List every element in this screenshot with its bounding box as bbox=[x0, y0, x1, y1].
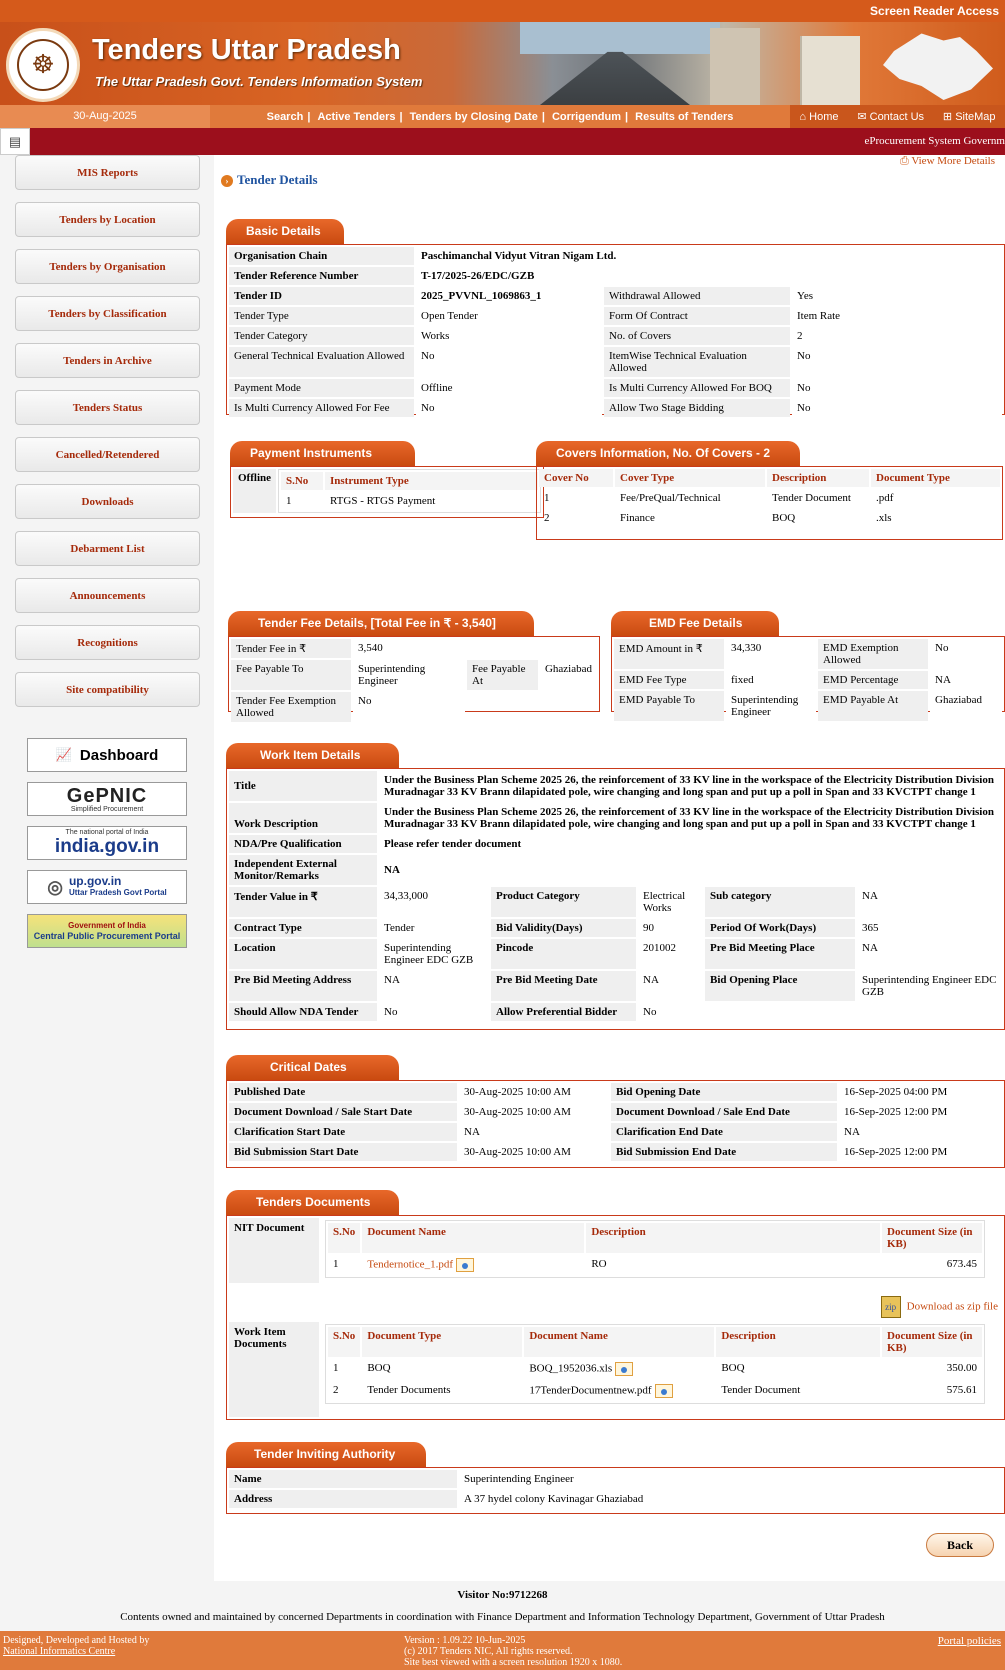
zip-archive-icon: zip bbox=[881, 1296, 901, 1318]
india-gov-link[interactable]: The national portal of India india.gov.in bbox=[27, 826, 187, 860]
sidebar-item-tenders-status[interactable]: Tenders Status bbox=[15, 390, 200, 425]
top-bar bbox=[0, 0, 1005, 22]
visitor-counter: Visitor No:9712268 bbox=[457, 1589, 548, 1601]
nav-sitemap[interactable]: ⊞ SiteMap bbox=[942, 111, 996, 123]
table-row: 2 Finance BOQ .xls bbox=[544, 512, 892, 524]
tenders-documents-panel bbox=[226, 1215, 1005, 1420]
dashboard-link[interactable]: 📈 Dashboard bbox=[27, 738, 187, 772]
portal-policies-link[interactable]: Portal policies bbox=[937, 1635, 1001, 1647]
nav-active-tenders[interactable]: Active Tenders bbox=[317, 110, 396, 123]
download-zip-link[interactable]: zip Download as zip file bbox=[881, 1296, 998, 1318]
sidebar-item-downloads[interactable]: Downloads bbox=[15, 484, 200, 519]
payment-instruments-panel: Offline S.No Instrument Type 1 RTGS - RTGS Payment bbox=[230, 466, 544, 518]
marquee-text[interactable]: eProcurement System Governm bbox=[864, 135, 1005, 147]
emd-fee-tab: EMD Fee Details bbox=[611, 611, 779, 636]
certificate-icon[interactable] bbox=[615, 1362, 633, 1376]
covers-panel: Cover No Cover Type Description Document Type 1 Fee/PreQual/Technical Tender Document .pdf 2 Finance BOQ .xls bbox=[536, 466, 1003, 540]
sidebar-item-cancelled-retendered[interactable]: Cancelled/Retendered bbox=[15, 437, 200, 472]
payment-instruments-tab: Payment Instruments bbox=[230, 441, 415, 466]
home-icon: ⌂ bbox=[799, 110, 807, 123]
cppp-link[interactable]: Government of India Central Public Procurement Portal bbox=[27, 914, 187, 948]
mail-icon: ✉ bbox=[857, 111, 867, 123]
bullet-icon: › bbox=[221, 175, 233, 187]
nav-corrigendum[interactable]: Corrigendum bbox=[551, 110, 622, 123]
basic-details-tab: Basic Details bbox=[226, 219, 344, 244]
certificate-icon[interactable] bbox=[655, 1384, 673, 1398]
emd-fee-panel: EMD Amount in ₹ 34,330 EMD Exemption Allowed No EMD Fee Type fixed EMD Percentage NA EMD Payable To Superintending Engineer EMD Payable At Ghaziabad bbox=[611, 636, 1005, 712]
table-row: 1 Fee/PreQual/Technical Tender Document .pdf bbox=[544, 492, 894, 504]
sidebar-item-site-compatibility[interactable]: Site compatibility bbox=[15, 672, 200, 707]
site-subtitle: The Uttar Pradesh Govt. Tenders Information System bbox=[95, 74, 423, 89]
sidebar-item-tenders-in-archive[interactable]: Tenders in Archive bbox=[15, 343, 200, 378]
tender-fee-tab: Tender Fee Details, [Total Fee in ₹ - 3,540] bbox=[228, 611, 534, 636]
table-row: 1 Tendernotice_1.pdf RO 673.45 bbox=[333, 1258, 977, 1271]
sidebar-item-tenders-by-classification[interactable]: Tenders by Classification bbox=[15, 296, 200, 331]
footer-bar: Designed, Developed and Hosted by National Informatics Centre Version : 1.09.22 10-Jun-2025 (c) 2017 Tenders NIC, All rights reserved. Site best viewed with a screen resolution 1920 x 1080. Portal policies bbox=[0, 1631, 1005, 1670]
tender-inviting-authority-panel: Name Superintending Engineer Address A 37 hydel colony Kavinagar Ghaziabad bbox=[226, 1467, 1005, 1514]
footer-info bbox=[0, 1581, 1005, 1631]
document-icon[interactable]: ▤ bbox=[0, 128, 30, 155]
sidebar-item-recognitions[interactable]: Recognitions bbox=[15, 625, 200, 660]
footer-contents-note: Contents owned and maintained by concerned Departments in coordination with Finance Department and Information Technology Department, Government of Uttar Pradesh bbox=[120, 1611, 885, 1623]
main-nav: 30-Aug-2025 Search | Active Tenders | Tenders by Closing Date | Corrigendum | Results of Tenders ⌂ Home ✉ Contact Us ⊞ SiteMap bbox=[0, 105, 1005, 128]
screen-reader-link[interactable]: Screen Reader Access bbox=[870, 4, 999, 18]
site-title: Tenders Uttar Pradesh bbox=[92, 34, 401, 66]
page-title: › Tender Details bbox=[221, 172, 318, 188]
dashboard-chart-icon: 📈 bbox=[55, 747, 72, 762]
sitemap-icon: ⊞ bbox=[942, 111, 953, 123]
nic-link[interactable]: National Informatics Centre bbox=[3, 1646, 116, 1657]
up-gov-link[interactable]: ◎ up.gov.in Uttar Pradesh Govt Portal bbox=[27, 870, 187, 904]
tender-inviting-authority-tab: Tender Inviting Authority bbox=[226, 1442, 426, 1467]
covers-information-tab: Covers Information, No. Of Covers - 2 bbox=[536, 441, 800, 466]
sidebar-item-tenders-by-location[interactable]: Tenders by Location bbox=[15, 202, 200, 237]
work-item-details-panel: Title Under the Business Plan Scheme 2025 26, the reinforcement of 33 KV line in the workspace of the Electricity Distribution Division Muradnagar 33 KV Brann dilapidated pole, wire changing and long span and put up a poll in Span and 33 KVCTPT change 1 Work Description Under the Business Plan Scheme 2025 26, the reinforcement of 33 KV line in the workspace of the Electricity Distribution Division Muradnagar 33 KV Brann dilapidated pole, wire changing and long span and put up a poll in Span and 33 KVCTPT change 1 NDA/Pre Qualification Please refer tender document Independent External Monitor/Remarks NA Tender Value in ₹ 34,33,000 Product Category Electrical Works Sub category NA Contract Type Tender Bid Validity(Days) 90 Period Of Work(Days) 365 Location Superintending Engineer EDC GZB Pincode 201002 Pre Bid Meeting Place NA Pre Bid Meeting Address NA Pre Bid Meeting Date NA Bid Opening Place Superintending Engineer EDC GZB Should Allow NDA Tender No Allow Preferential Bidder No bbox=[226, 768, 1005, 1030]
up-map-graphic bbox=[883, 30, 993, 100]
sidebar-item-announcements[interactable]: Announcements bbox=[15, 578, 200, 613]
nav-contact[interactable]: ✉ Contact Us bbox=[857, 111, 925, 123]
sidebar bbox=[0, 155, 214, 1581]
site-banner bbox=[0, 22, 1005, 105]
critical-dates-panel: Published Date 30-Aug-2025 10:00 AM Bid Opening Date 16-Sep-2025 04:00 PM Document Download / Sale Start Date 30-Aug-2025 10:00 AM Document Download / Sale End Date 16-Sep-2025 12:00 PM Clarification Start Date NA Clarification End Date NA Bid Submission Start Date 30-Aug-2025 10:00 AM Bid Submission End Date 16-Sep-2025 12:00 PM bbox=[226, 1080, 1005, 1168]
gepnic-link[interactable]: GePNIC Simplified Procurement bbox=[27, 782, 187, 816]
basic-details-panel: Organisation Chain Paschimanchal Vidyut Vitran Nigam Ltd. Tender Reference Number T-17/2025-26/EDC/GZB Tender ID 2025_PVVNL_1069863_1 Withdrawal Allowed Yes Tender Type Open Tender Form Of Contract Item Rate Tender Category Works No. of Covers 2 General Technical Evaluation Allowed No ItemWise Technical Evaluation Allowed No Payment Mode Offline Is Multi Currency Allowed For BOQ No Is Multi Currency Allowed For Fee No Allow Two Stage Bidding No bbox=[226, 244, 1005, 415]
current-date: 30-Aug-2025 bbox=[0, 105, 210, 128]
up-emblem-icon: ◎ bbox=[47, 876, 63, 897]
nit-document-link[interactable]: Tendernotice_1.pdf bbox=[367, 1258, 453, 1271]
back-button[interactable]: Back bbox=[926, 1533, 994, 1557]
critical-dates-tab: Critical Dates bbox=[226, 1055, 399, 1080]
work-item-documents-table: S.No Document Type Document Name Description Document Size (in KB) 1 BOQ BOQ_1952036.xls BOQ 350.00 2 Tender Documents 17TenderDocumentnew.pdf Tender Document 575.61 bbox=[325, 1324, 985, 1404]
tender-fee-panel: Tender Fee in ₹ 3,540 Fee Payable To Superintending Engineer Fee Payable At Ghaziabad Tender Fee Exemption Allowed No bbox=[228, 636, 600, 712]
announcement-marquee bbox=[0, 128, 1005, 155]
up-govt-emblem-icon: ☸ bbox=[6, 28, 80, 102]
nit-documents-table: S.No Document Name Description Document Size (in KB) 1 Tendernotice_1.pdf RO 673.45 bbox=[325, 1220, 985, 1278]
tenders-documents-tab: Tenders Documents bbox=[226, 1190, 399, 1215]
sidebar-item-tenders-by-organisation[interactable]: Tenders by Organisation bbox=[15, 249, 200, 284]
work-item-documents-label: Work Item Documents bbox=[229, 1322, 319, 1417]
nav-search[interactable]: Search bbox=[266, 110, 304, 123]
nav-results-of-tenders[interactable]: Results of Tenders bbox=[635, 110, 734, 123]
tender-document-link[interactable]: 17TenderDocumentnew.pdf bbox=[529, 1384, 652, 1397]
certificate-icon[interactable] bbox=[456, 1258, 474, 1272]
nav-home[interactable]: ⌂ Home bbox=[799, 110, 839, 123]
table-row: 2 Tender Documents 17TenderDocumentnew.pdf Tender Document 575.61 bbox=[333, 1384, 977, 1397]
work-item-details-tab: Work Item Details bbox=[226, 743, 399, 768]
view-more-details-link[interactable]: ⎙ View More Details bbox=[899, 155, 995, 167]
sidebar-item-mis-reports[interactable]: MIS Reports bbox=[15, 155, 200, 190]
sidebar-item-debarment-list[interactable]: Debarment List bbox=[15, 531, 200, 566]
nit-document-label: NIT Document bbox=[229, 1218, 319, 1283]
nav-tenders-by-closing-date[interactable]: Tenders by Closing Date bbox=[409, 110, 538, 123]
boq-document-link[interactable]: BOQ_1952036.xls bbox=[529, 1362, 613, 1375]
printer-icon: ⎙ bbox=[899, 155, 909, 167]
table-row: 1 BOQ BOQ_1952036.xls BOQ 350.00 bbox=[333, 1362, 977, 1375]
